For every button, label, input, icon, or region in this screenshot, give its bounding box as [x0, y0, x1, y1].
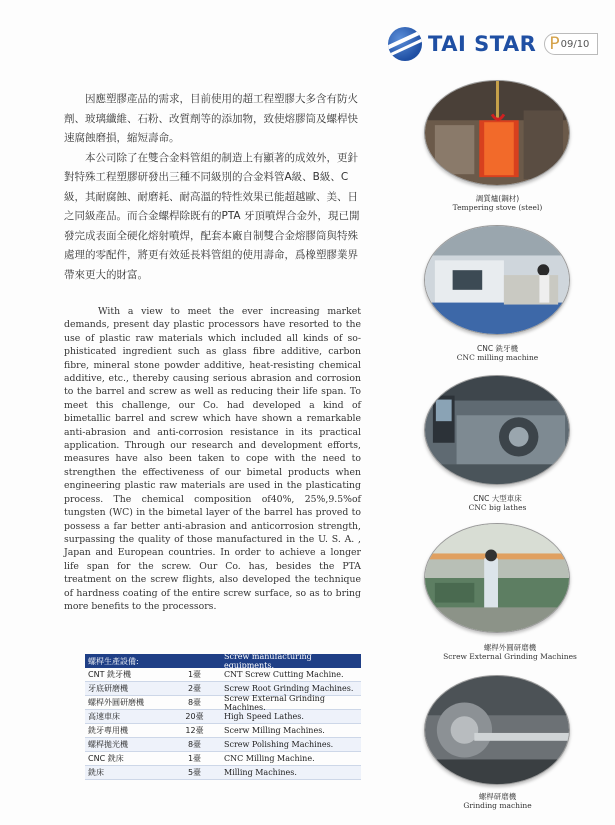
brand-name: TAI STAR — [428, 32, 537, 56]
row-en: Screw Polishing Machines. — [224, 740, 334, 749]
header — [388, 26, 603, 62]
row-qty: 2臺 — [187, 684, 202, 693]
row-qty: 12臺 — [185, 726, 204, 735]
header-en: Screw manufacturing equipments. — [224, 652, 312, 670]
tempering-stove-photo — [424, 80, 570, 186]
zh-paragraph: 本公司除了在雙合金料管組的制造上有顯著的成效外，更針對特殊工程塑膠研發出三種不同級別的合金料管A級、B級、C級，其耐腐蝕、耐磨耗、耐高溫的特性效果已能超越歐、美、日之同級產品。而合金螺桿除既有的PTA 牙頂噴焊合金外，現已開發完成表面全硬化熔射噴焊，配套本廠自制雙合金熔膠筒與特殊處理的零配件，將更有效延長料管組的使用壽命，爲橡塑膠業界帶來更大的財富。 — [64, 151, 360, 281]
table-row — [85, 738, 361, 752]
caption-zh: 螺桿研磨機 — [478, 792, 517, 801]
zh-paragraph: 因應塑膠產品的需求，目前使用的超工程塑膠大多含有防火劑、玻璃纖維、石粉、改質劑等的添加物，致使熔膠筒及螺桿快速腐蝕磨損，縮短壽命。 — [64, 93, 358, 144]
chinese-text — [64, 90, 364, 285]
caption-zh: CNC 大型車床 — [473, 494, 522, 503]
row-en: CNC Milling Machine. — [224, 754, 315, 763]
external-grinding-photo — [424, 523, 570, 633]
row-en: Screw Root Grinding Machines. — [224, 684, 354, 693]
grinding-machine-photo — [424, 675, 570, 785]
caption — [420, 643, 600, 661]
caption — [415, 494, 580, 512]
caption-en: Tempering stove (steel) — [452, 203, 543, 212]
row-qty: 8臺 — [187, 698, 202, 707]
caption-zh: 調質爐(鋼材) — [475, 194, 520, 203]
table-row — [85, 710, 361, 724]
caption-zh: 螺桿外圓研磨機 — [483, 643, 537, 652]
caption — [415, 194, 580, 212]
row-zh: 高速車床 — [88, 712, 120, 721]
row-zh: CNT 銑牙機 — [88, 670, 131, 679]
header-zh: 螺桿生產設備: — [88, 656, 139, 666]
row-zh: CNC 銑床 — [88, 754, 124, 763]
row-zh: 牙底研磨機 — [88, 684, 128, 693]
row-zh: 螺桿外圓研磨機 — [88, 698, 144, 707]
caption — [415, 344, 580, 362]
cnc-lathe-photo — [424, 375, 570, 485]
row-qty: 5臺 — [187, 768, 202, 777]
table-row — [85, 693, 361, 712]
caption-en: CNC milling machine — [456, 353, 539, 362]
caption-en: Screw External Grinding Machines — [443, 652, 577, 661]
caption-zh: CNC 銑牙機 — [477, 344, 518, 353]
table-row — [85, 668, 361, 682]
page-count: 09/10 — [560, 38, 590, 50]
row-en: Milling Machines. — [224, 768, 297, 777]
caption-en: Grinding machine — [463, 801, 532, 810]
caption-en: CNC big lathes — [468, 503, 527, 512]
en-paragraph: With a view to meet the ever increasing market demands, present day plastic processors have resorted to the use of plastic raw materials which included all kinds of so-phisticated ingredient such as glass fibre additive, carbon fibre, mineral stone powder additive, heat-resisting chemical additive, etc., thereby causing serious abrasion and corrosion to the barrel and screw as well as reducing their life span. To meet this challenge, our Co. had developed a kind of bimetallic barrel and screw which have shown a remarkable anti-abrasion and anti-corrosion resistance in its practical application. Through our research and development efforts, measures have also been taken to cope with the need to strengthen the effectiveness of our bimetal products when engineering plastic raw materials are used in the plasticating process. The chemical composition of40%, 25%,9.5%of tungsten (WC) in the bimetal layer of the barrel has proved to possess a far better anti-abrasion and anticorrosion strength, surpassing the quality of those manufactured in the U. S. A. , Japan and European countries. In order to achieve a longer life span for the screw. Our Co. has, besides the PTA treatment on the screw flights, also developed the technique of hardness coating of the entire screw surface, so as to bring more benefits to the processors. — [64, 306, 361, 612]
row-qty: 8臺 — [187, 740, 202, 749]
page-number — [544, 33, 598, 55]
table-row — [85, 752, 361, 766]
row-qty: 20臺 — [185, 712, 204, 721]
row-en: High Speed Lathes. — [224, 712, 304, 721]
equipment-table-header — [85, 654, 361, 668]
row-en: Screw External Grinding Machines. — [224, 693, 325, 712]
row-qty: 1臺 — [187, 754, 202, 763]
equipment-table — [85, 654, 361, 780]
row-en: Scerw Milling Machines. — [224, 726, 325, 735]
caption — [415, 792, 580, 810]
row-en: CNT Screw Cutting Machine. — [224, 670, 344, 679]
row-qty: 1臺 — [187, 670, 202, 679]
page-letter: P — [549, 34, 560, 54]
cnc-milling-photo — [424, 225, 570, 335]
english-text — [64, 305, 361, 613]
logo-icon — [388, 27, 422, 61]
table-row — [85, 766, 361, 780]
row-zh: 銑牙專用機 — [88, 726, 128, 735]
table-row — [85, 724, 361, 738]
row-zh: 螺桿拋光機 — [88, 740, 128, 749]
row-zh: 銑床 — [88, 768, 104, 777]
